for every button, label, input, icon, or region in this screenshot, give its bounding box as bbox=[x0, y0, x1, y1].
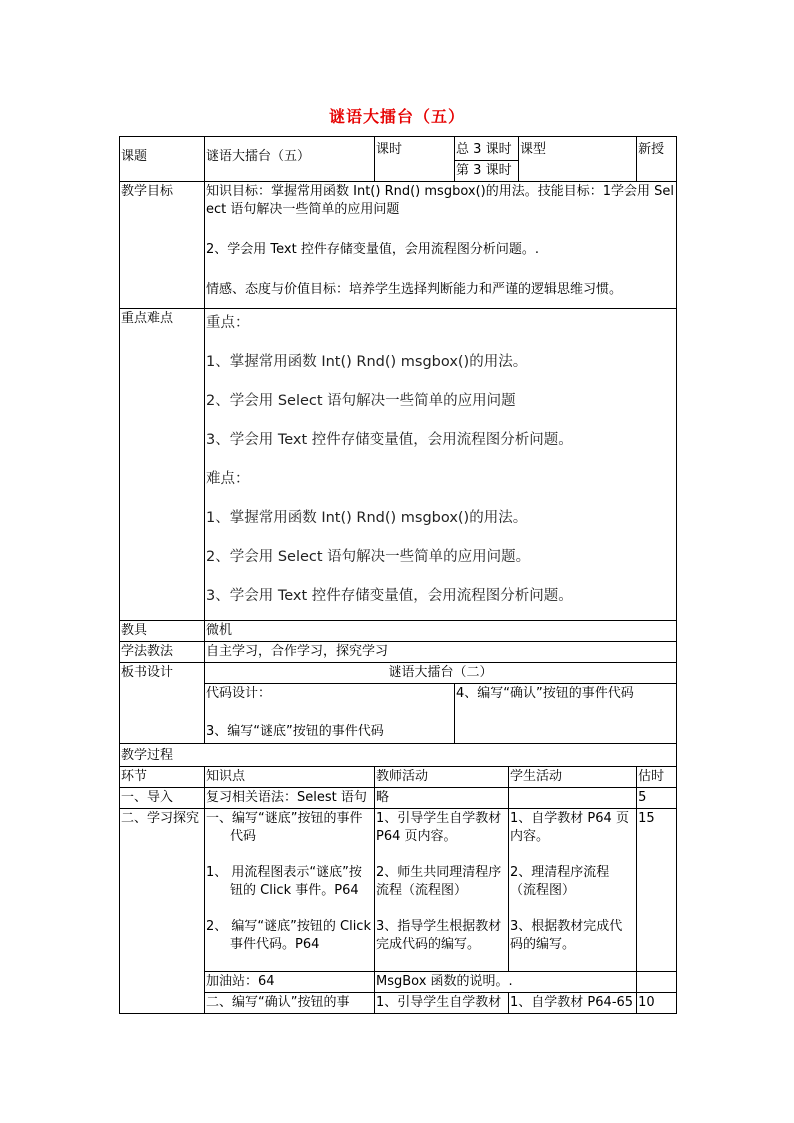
time-cell: 10 bbox=[637, 993, 677, 1014]
goals-label: 教学目标 bbox=[120, 182, 205, 309]
keypoints-row bbox=[120, 309, 677, 621]
hours-label: 课时 bbox=[375, 137, 455, 182]
knowledge-cell: 二、编写“确认”按钮的事 bbox=[205, 993, 375, 1014]
type-label: 课型 bbox=[519, 137, 637, 182]
col-teacher: 教师活动 bbox=[375, 767, 509, 788]
student-line: 1、自学教材 P64 页内容。 bbox=[510, 811, 629, 844]
teacher-cell: 略 bbox=[375, 788, 509, 809]
stage-cell: 二、学习探究 bbox=[120, 809, 205, 1014]
goals-line: 知识目标：掌握常用函数 Int() Rnd() msgbox()的用法。技能目标：1学会用 Select 语句解决一些简单的应用问题 bbox=[206, 184, 674, 217]
goals-row bbox=[120, 182, 677, 309]
process-row bbox=[120, 744, 677, 767]
student-line: 3、根据教材完成代码的编写。 bbox=[510, 919, 623, 952]
important-item: 3、学会用 Text 控件存储变量值，会用流程图分析问题。 bbox=[206, 432, 573, 448]
methods-label: 学法教法 bbox=[120, 642, 205, 663]
knowledge-cell bbox=[205, 809, 375, 972]
col-knowledge: 知识点 bbox=[205, 767, 375, 788]
col-time: 估时 bbox=[637, 767, 677, 788]
stage-cell: 一、导入 bbox=[120, 788, 205, 809]
tools-value: 微机 bbox=[205, 621, 677, 642]
board-row bbox=[120, 663, 677, 684]
goals-line: 情感、态度与价值目标：培养学生选择判断能力和严谨的逻辑思维习惯。 bbox=[206, 282, 623, 297]
goals-line: 2、学会用 Text 控件存储变量值，会用流程图分析问题。. bbox=[206, 242, 539, 257]
important-heading: 重点： bbox=[206, 315, 250, 331]
board-left-line: 3、编写“谜底”按钮的事件代码 bbox=[206, 724, 384, 739]
lesson-value: 谜语大擂台（五） bbox=[205, 137, 375, 182]
methods-value: 自主学习，合作学习，探究学习 bbox=[205, 642, 677, 663]
student-line: 2、理清程序流程（流程图） bbox=[510, 865, 610, 898]
time-cell bbox=[637, 972, 677, 993]
knowledge-cell: 加油站：64 bbox=[205, 972, 375, 993]
knowledge-cell: 复习相关语法：Selest 语句 bbox=[205, 788, 375, 809]
hours-total: 总 3 课时 bbox=[455, 137, 519, 161]
important-item: 1、掌握常用函数 Int() Rnd() msgbox()的用法。 bbox=[206, 354, 528, 370]
document-title: 谜语大擂台（五） bbox=[328, 107, 465, 126]
methods-row bbox=[120, 642, 677, 663]
time-cell: 15 bbox=[637, 809, 677, 972]
difficult-heading: 难点： bbox=[206, 471, 250, 487]
knowledge-line: 2、 编写“谜底”按钮的 Click 事件代码。P64 bbox=[206, 919, 371, 952]
col-stage: 环节 bbox=[120, 767, 205, 788]
difficult-item: 1、掌握常用函数 Int() Rnd() msgbox()的用法。 bbox=[206, 510, 528, 526]
teacher-cell bbox=[375, 809, 509, 972]
board-label: 板书设计 bbox=[120, 663, 205, 744]
knowledge-line: 一、编写“谜底”按钮的事件代码 bbox=[206, 811, 363, 844]
time-cell: 5 bbox=[637, 788, 677, 809]
teacher-cell: 1、引导学生自学教材 bbox=[375, 993, 509, 1014]
table-row bbox=[120, 788, 677, 809]
important-item: 2、学会用 Select 语句解决一些简单的应用问题 bbox=[206, 393, 516, 409]
lesson-label: 课题 bbox=[120, 137, 205, 182]
header-row bbox=[120, 137, 677, 161]
student-cell bbox=[509, 809, 637, 972]
hours-current: 第 3 课时 bbox=[455, 161, 519, 182]
goals-content bbox=[205, 182, 677, 309]
difficult-item: 3、学会用 Text 控件存储变量值，会用流程图分析问题。 bbox=[206, 588, 573, 604]
teacher-line: 3、指导学生根据教材完成代码的编写。 bbox=[376, 919, 502, 952]
tools-label: 教具 bbox=[120, 621, 205, 642]
knowledge-line: 1、 用流程图表示“谜底”按钮的 Click 事件。P64 bbox=[206, 865, 362, 898]
board-left-line: 代码设计： bbox=[206, 686, 272, 701]
col-student: 学生活动 bbox=[509, 767, 637, 788]
teacher-cell: MsgBox 函数的说明。. bbox=[375, 972, 637, 993]
student-cell: 1、自学教材 P64-65 bbox=[509, 993, 637, 1014]
process-header-row bbox=[120, 767, 677, 788]
teacher-line: 2、师生共同理清程序流程（流程图） bbox=[376, 865, 502, 898]
tools-row bbox=[120, 621, 677, 642]
board-right: 4、编写“确认”按钮的事件代码 bbox=[455, 684, 677, 744]
student-cell bbox=[509, 788, 637, 809]
keypoints-label: 重点难点 bbox=[120, 309, 205, 621]
board-left bbox=[205, 684, 455, 744]
keypoints-content bbox=[205, 309, 677, 621]
type-value: 新授 bbox=[637, 137, 677, 182]
board-heading: 谜语大擂台（二） bbox=[205, 663, 677, 684]
table-row bbox=[120, 809, 677, 972]
teacher-line: 1、引导学生自学教材 P64 页内容。 bbox=[376, 811, 502, 844]
difficult-item: 2、学会用 Select 语句解决一些简单的应用问题。 bbox=[206, 549, 531, 565]
lesson-plan-table bbox=[119, 136, 677, 1014]
process-label: 教学过程 bbox=[120, 744, 677, 767]
